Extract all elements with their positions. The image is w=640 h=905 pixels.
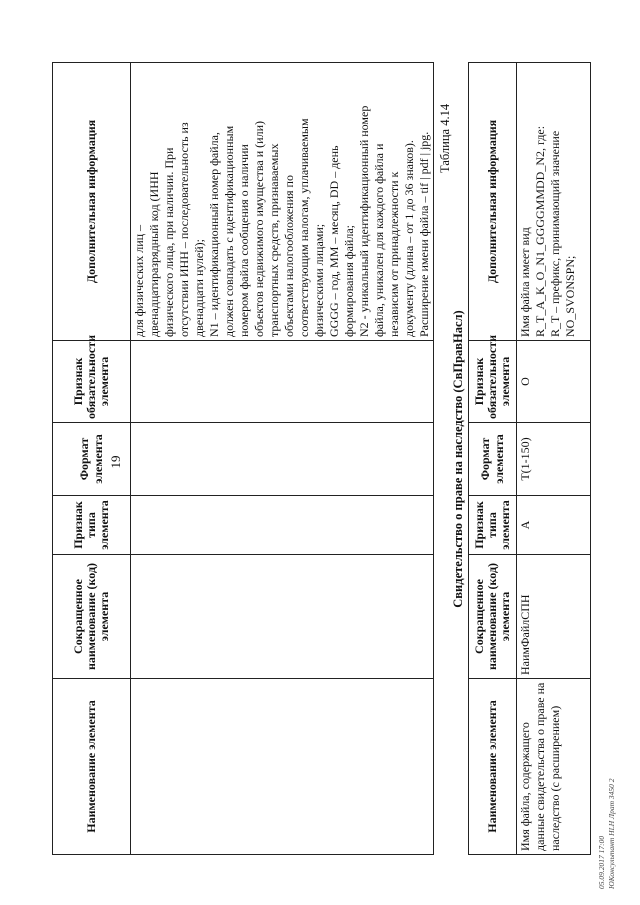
header-mandatory: Признак обязательности элемента bbox=[469, 341, 517, 423]
header-format: Формат элемента bbox=[469, 423, 517, 496]
info-line: N1 – идентификационный номер файла, bbox=[207, 132, 221, 337]
info-line: номером файла сообщения о наличии bbox=[237, 144, 251, 337]
info-line: физическими лицами; bbox=[312, 223, 326, 337]
cell-mandatory bbox=[131, 341, 434, 423]
info-line: N2 - уникальный идентификационный номер bbox=[357, 105, 371, 337]
header-info: Дополнительная информация bbox=[53, 63, 131, 341]
info-line: соответствующим налогам, уплачиваемым bbox=[297, 118, 311, 337]
print-stamp bbox=[597, 778, 617, 889]
header-type: Признак типа элемента bbox=[469, 496, 517, 555]
header-type: Признак типа элемента bbox=[53, 496, 131, 555]
stamp-line: ЮКонсультант HLH Лрат 3450 2 bbox=[607, 778, 616, 889]
table-title: Свидетельство о праве на наследство (СвПравНасл) bbox=[451, 310, 465, 608]
info-line: должен совпадать с идентификационным bbox=[222, 125, 236, 337]
header-format: Формат элемента bbox=[53, 423, 131, 496]
attributes-table-continuation bbox=[52, 62, 434, 855]
info-line: формирования файла; bbox=[342, 225, 356, 337]
cell-info bbox=[517, 63, 591, 341]
info-line: физического лица, при наличии. При bbox=[162, 147, 176, 337]
info-line: двенадцатиразрядный код (ИНН bbox=[147, 171, 161, 337]
header-info: Дополнительная информация bbox=[469, 63, 517, 341]
header-code: Сокращенное наименование (код) элемента bbox=[53, 555, 131, 679]
info-line: документу (длина – от 1 до 36 знаков). bbox=[402, 140, 416, 337]
cell-type bbox=[131, 496, 434, 555]
info-line: Имя файла имеет вид bbox=[518, 227, 532, 337]
cell-format bbox=[131, 423, 434, 496]
header-code: Сокращенное наименование (код) элемента bbox=[469, 555, 517, 679]
page-number: 19 bbox=[108, 455, 123, 469]
header-mandatory: Признак обязательности элемента bbox=[53, 341, 131, 423]
header-name: Наименование элемента bbox=[469, 679, 517, 855]
info-line: объектов недвижимого имущества и (или) bbox=[252, 120, 266, 337]
info-line: транспортных средств, признаваемых bbox=[267, 143, 281, 337]
info-line: Расширение имени файла – tif | pdf | jpg. bbox=[417, 131, 431, 337]
header-name: Наименование элемента bbox=[53, 679, 131, 855]
info-line: объектами налогообложения по bbox=[282, 175, 296, 337]
inheritance-certificate-table bbox=[468, 62, 591, 855]
info-line: отсутствии ИНН – последовательность из bbox=[177, 122, 191, 337]
table-number: Таблица 4.14 bbox=[438, 103, 452, 173]
stamp-line: 05.09.2017 17:00 bbox=[597, 835, 606, 889]
info-line: независим от принадлежности к bbox=[387, 171, 401, 337]
cell-info bbox=[131, 63, 434, 341]
cell-mandatory: О bbox=[517, 341, 591, 423]
cell-name: Имя файла, содержащего данные свидетельства о праве на наследство (с расширением) bbox=[517, 679, 591, 855]
table-header-row bbox=[469, 63, 517, 855]
info-line: файла, уникален для каждого файла и bbox=[372, 143, 386, 337]
info-line: R_T_A_K_O_N1_GGGGMMDD_N2, где: bbox=[533, 125, 547, 337]
info-line: двенадцати нулей); bbox=[192, 239, 206, 337]
table-row bbox=[131, 63, 434, 855]
cell-format: T(1-150) bbox=[517, 423, 591, 496]
table-row bbox=[517, 63, 591, 855]
cell-name bbox=[131, 679, 434, 855]
info-line: NO_SVONSPN; bbox=[563, 255, 577, 337]
table-header-row bbox=[53, 63, 131, 855]
info-line: GGGG – год, MM – месяц, DD – день bbox=[327, 145, 341, 337]
cell-code: НаимФайлСПН bbox=[517, 555, 591, 679]
info-line: R_T – префикс, принимающий значение bbox=[548, 130, 562, 337]
cell-code bbox=[131, 555, 434, 679]
cell-type: А bbox=[517, 496, 591, 555]
info-line: для физических лиц – bbox=[132, 224, 146, 337]
